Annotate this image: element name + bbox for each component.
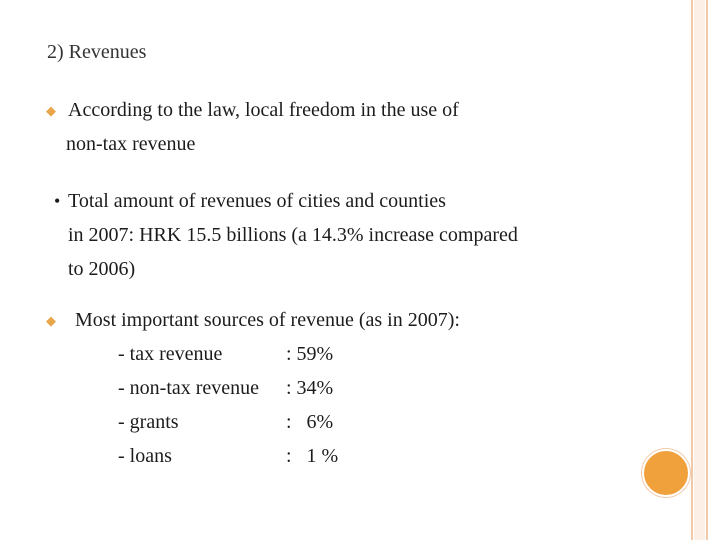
bullet-line: to 2006) (68, 258, 136, 280)
bullet-text (46, 184, 626, 286)
diamond-bullet-icon: ◆ (46, 313, 56, 328)
bullet-line: non-tax revenue (66, 133, 196, 155)
decorative-circle (642, 449, 690, 497)
bullet-law-freedom (46, 93, 606, 161)
bullet-text: Most important sources of revenue (as in 2007): (75, 309, 460, 331)
diamond-bullet-icon: ◆ (46, 103, 56, 118)
bullet-sources (46, 303, 606, 337)
frame-band (694, 0, 705, 540)
list-item (118, 439, 338, 473)
source-value: : 59% (286, 343, 334, 365)
source-value: : 34% (286, 377, 334, 399)
source-name: - tax revenue (118, 343, 223, 365)
source-value: : 1 % (286, 445, 339, 467)
frame-line-left (691, 0, 693, 540)
bullet-line: Total amount of revenues of cities and counties (68, 190, 446, 212)
list-item (118, 405, 338, 439)
slide-title: 2) Revenues (47, 41, 147, 63)
source-name: - loans (118, 445, 172, 467)
source-value: : 6% (286, 411, 334, 433)
dot-bullet-icon: • (54, 191, 61, 211)
frame-line-right (706, 0, 708, 540)
bullet-text (46, 93, 606, 161)
bullet-total-revenues (46, 184, 626, 286)
revenue-sources-list (118, 337, 338, 473)
bullet-line: According to the law, local freedom in the use of (68, 99, 459, 121)
bullet-line: in 2007: HRK 15.5 billions (a 14.3% increase compared (68, 224, 518, 246)
list-item (118, 371, 338, 405)
list-item (118, 337, 338, 371)
source-name: - grants (118, 411, 179, 433)
source-name: - non-tax revenue (118, 377, 260, 399)
